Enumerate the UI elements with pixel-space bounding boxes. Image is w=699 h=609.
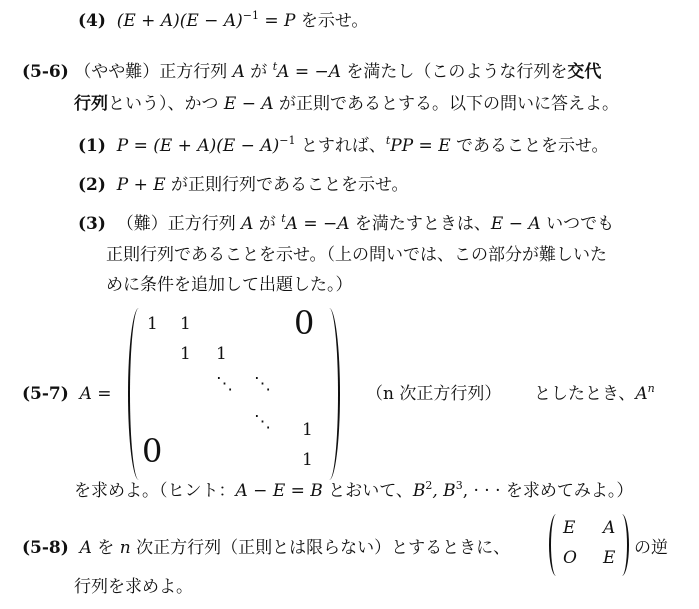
math-expr: E − A [490,214,541,234]
question-3-line3: めに条件を追加して出題した。） [106,275,353,295]
question-3-line2: 正則行列であることを示せ。（上の問いでは、この部分が難しいた [106,245,607,265]
math-var: A [232,62,245,82]
text: 次正方行列（正則とは限らない）とするときに、 [130,538,511,558]
question-number: (3) [78,214,106,234]
transpose-mark: t [272,60,278,73]
keyword: 行列 [74,94,108,114]
matrix-entry: E [603,548,616,568]
math-var: , B [432,481,456,501]
math-expr: A = −A [277,62,341,82]
transpose-mark: t [385,134,391,147]
exponent: 3 [455,479,463,492]
math-var: B [412,481,426,501]
text: が [244,62,273,82]
problem-4 [78,9,368,33]
math-lhs: A = [79,384,112,404]
text: を [91,538,120,558]
text: としたとき、 [534,384,636,404]
transpose-mark: t [281,212,286,225]
exponent: −1 [242,9,259,22]
problem-5-8-line1 [22,536,510,560]
text: を満たすときは、 [349,214,491,234]
block-matrix [549,514,629,576]
math-expr: PP = E [390,136,451,156]
problem-5-6-line2 [74,92,619,116]
math-expr: A − E = B [235,481,323,501]
question-3-line1 [78,212,614,236]
matrix-entry: 1 [302,420,313,440]
text: とすれば、 [295,136,386,156]
math-expr: P = (E + A)(E − A) [116,136,280,156]
math-expr: (E + A)(E − A) [116,11,243,31]
question-number: (2) [78,175,106,195]
matrix-entry: O [563,548,577,568]
text: を求めよ。（ヒント： [74,481,236,501]
text: が [253,214,282,234]
keyword: 交代 [567,62,602,82]
math-expr: = P [258,11,296,31]
text: とおいて、 [322,481,413,501]
problem-number: (5-8) [22,538,69,558]
problem-5-7-line2 [74,479,633,503]
right-paren [322,308,340,480]
problem-number: (5-6) [22,62,69,82]
question-2 [78,173,409,197]
problem-5-8-tail: の逆 [634,538,668,558]
math-var: A [635,384,648,404]
exponent: −1 [279,134,296,147]
problem-number: (5-7) [22,384,69,404]
math-expr: E − A [223,94,274,114]
matrix-entry: 1 [216,344,227,364]
matrix-dots: ⋱ [216,374,233,394]
text: を求めてみよ。） [500,481,634,501]
ellipsis: , · · · [462,481,501,501]
text: という）、かつ [108,94,224,114]
question-1 [78,134,609,158]
matrix-description: （n 次正方行列） [366,384,502,404]
right-paren [617,514,629,576]
text: を満たし（このような行列を [341,62,568,82]
matrix-dots: ⋱ [254,412,271,432]
left-paren [549,514,561,576]
zero-block-lower: 0 [142,432,163,470]
matrix-A [128,304,340,480]
text: いつでも [540,214,615,234]
exponent: n [647,382,655,395]
text: を示せ。 [295,11,369,31]
question-number: (1) [78,136,106,156]
problem-5-6-line1 [22,60,601,84]
zero-block-upper: 0 [294,304,315,342]
matrix-dots: ⋱ [254,374,271,394]
math-expr: A = −A [285,214,350,234]
math-var: A [79,538,92,558]
problem-5-7-tail [534,382,655,406]
text: が正則行列であることを示せ。 [165,175,409,195]
text: （やや難）正方行列 [74,62,233,82]
exponent: 2 [425,479,433,492]
matrix-entry: 1 [180,314,191,334]
matrix-entry: E [563,518,576,538]
problem-5-7-line1 [22,382,112,406]
matrix-entry: 1 [147,314,158,334]
math-expr: P + E [116,175,166,195]
matrix-entry: 1 [180,344,191,364]
matrix-entry: 1 [302,450,313,470]
problem-5-8-line2: 行列を求めよ。 [74,577,193,597]
math-var: n [119,538,131,558]
math-var: A [241,214,254,234]
problem-number: (4) [78,11,106,31]
text: （難）正方行列 [116,214,242,234]
matrix-entry: A [603,518,616,538]
text: であることを示せ。 [450,136,609,156]
text: が正則であるとする。以下の問いに答えよ。 [273,94,620,114]
